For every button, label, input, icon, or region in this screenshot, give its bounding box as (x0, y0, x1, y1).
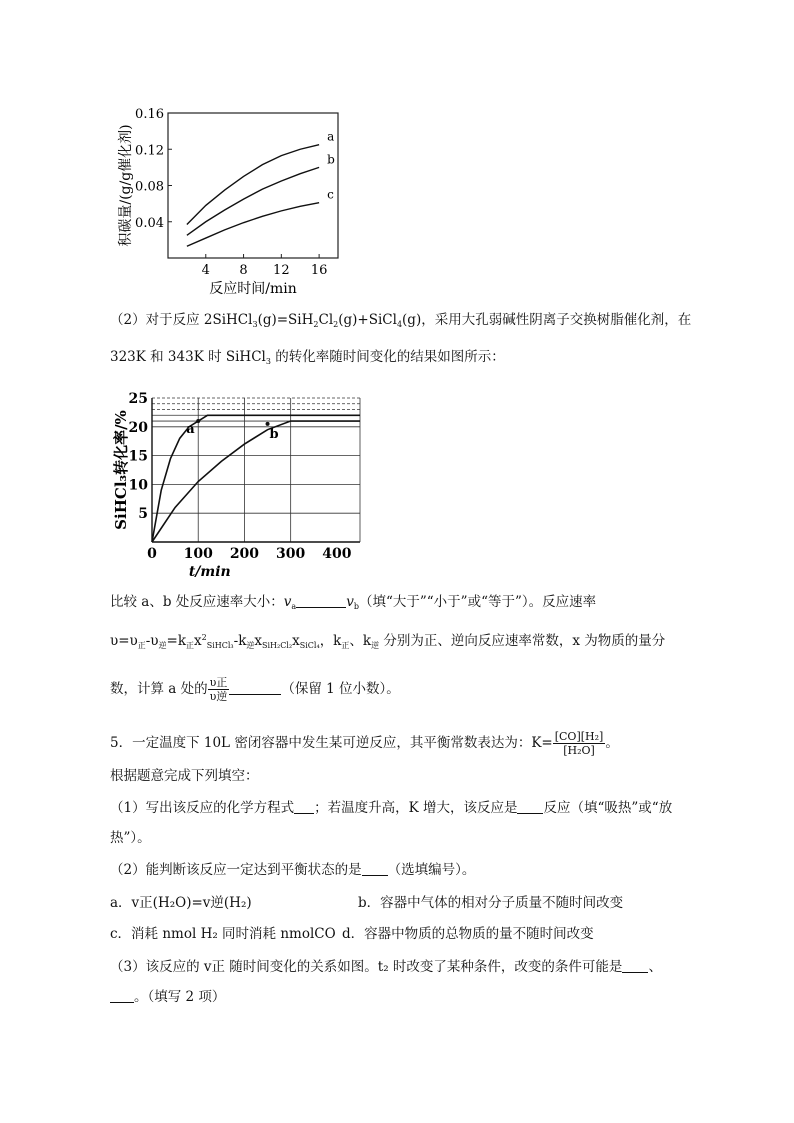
series-b-curve (152, 421, 360, 542)
q5-part3: （3）该反应的 v正 随时间变化的关系如图。t₂ 时改变了某种条件，改变的条件可能是 、 (110, 959, 662, 975)
rate-ratio-fraction: $\frac{\text{υ正}}{\text{υ逆}}$ (209, 676, 228, 703)
plot-frame (168, 113, 338, 258)
blank-condition-2[interactable] (110, 988, 134, 1003)
blank-condition-1[interactable] (622, 958, 648, 973)
x-tick-label: 8 (239, 263, 248, 278)
blank-equation[interactable] (294, 799, 314, 814)
point-a (196, 419, 200, 423)
y-tick-label: 0.08 (135, 179, 164, 195)
option-b: b．容器中气体的相对分子质量不随时间改变 (358, 895, 624, 911)
y-tick-label: 25 (128, 391, 148, 407)
k-fraction: $\frac{\text{[CO][H₂]}}{\text{[H₂O]}}$ (554, 730, 604, 757)
x-tick-label: 300 (276, 546, 306, 562)
q5-part1-cont: 热”）。 (110, 830, 151, 846)
instruction-line: 根据题意完成下列填空： (110, 768, 259, 784)
calc-line: 数，计算 a 处的 $\frac{\text{υ正}}{\text{υ逆}}$ （保留 1 位小数）。 (110, 676, 400, 703)
x-axis-label: 反应时间/min (209, 281, 297, 297)
point-b (266, 422, 270, 426)
rate-line: $\upsilon=\upsilon_正-\upsilon_逆=k_正x_{2SiHCl_3}-k_逆x_{SiH_2Cl_2}x_{SiCl_4}$，$k_正$、$k_逆$ 分别为正、逆向反应速率常数，x 为物质的量分 (110, 633, 666, 650)
x-tick-label: 200 (229, 546, 260, 562)
x-tick-label: 16 (310, 263, 328, 278)
series-b-line (187, 167, 319, 235)
conversion-chart (110, 390, 370, 580)
x-axis-label: t/min (188, 564, 231, 580)
answer-blank[interactable] (296, 593, 346, 608)
option-a: a．v正(H₂O)=v逆(H₂) (110, 895, 252, 911)
y-tick-label: 10 (128, 477, 148, 494)
series-b-label: b (327, 152, 335, 167)
x-tick-label: 0 (147, 546, 157, 562)
option-c: c．消耗 nmol H₂ 同时消耗 nmolCO (110, 926, 336, 942)
x-tick-label: 4 (201, 263, 210, 278)
q5-part2: （2）能判断该反应一定达到平衡状态的是 （选填编号）。 (110, 862, 476, 878)
x-tick-label: 12 (273, 263, 290, 278)
q5-part1: （1）写出该反应的化学方程式 ；若温度升高，K 增大，该反应是 反应（填“吸热”或“放 (110, 800, 673, 816)
option-d: d．容器中物质的总物质的量不随时间改变 (342, 926, 594, 942)
series-c-line (187, 203, 319, 247)
para2-line2: 323K 和 343K 时 SiHCl$_3$ 的转化率随时间变化的结果如图所示： (110, 349, 505, 366)
blank-heat[interactable] (517, 799, 543, 814)
y-axis-label: SiHCl₃转化率/% (112, 410, 130, 530)
series-a-label: a (327, 129, 335, 144)
x-tick-label: 400 (322, 546, 352, 562)
y-tick-label: 0.12 (135, 143, 164, 159)
y-tick-label: 20 (128, 419, 148, 436)
q5-line: 5．一定温度下 10L 密闭容器中发生某可逆反应，其平衡常数表达为：K= $\frac{\text{[CO][H₂]}}{\text{[H₂O]}}$ 。 (110, 730, 619, 757)
answer-blank-ratio[interactable] (229, 680, 281, 695)
compare-line: 比较 a、b 处反应速率大小：$v_a$ $v_b$（填“大于”“小于”或“等于”）。反应速率 (110, 594, 597, 611)
blank-equilibrium[interactable] (362, 861, 388, 876)
para2-line1: （2）对于反应 $2SiHCl_3(g)=SiH_2Cl_2(g)+SiCl_4(g)$，采用大孔弱碱性阴离子交换树脂催化剂，在 (110, 312, 692, 329)
series-a-line (187, 145, 319, 225)
y-tick-label: 5 (138, 506, 148, 523)
q5-part3-cont: 。（填写 2 项） (110, 987, 225, 1007)
carbon-deposit-chart (110, 95, 350, 305)
y-tick-label: 0.16 (135, 107, 164, 122)
y-tick-label: 0.04 (135, 215, 164, 231)
y-tick-label: 15 (128, 448, 148, 465)
x-tick-label: 100 (183, 546, 213, 562)
point-a-label: a (186, 422, 195, 438)
series-c-label: c (327, 187, 334, 202)
point-b-label: b (269, 426, 279, 442)
y-axis-label: 积碳量/(g/g催化剂) (118, 124, 134, 247)
series-a-curve (152, 415, 360, 542)
